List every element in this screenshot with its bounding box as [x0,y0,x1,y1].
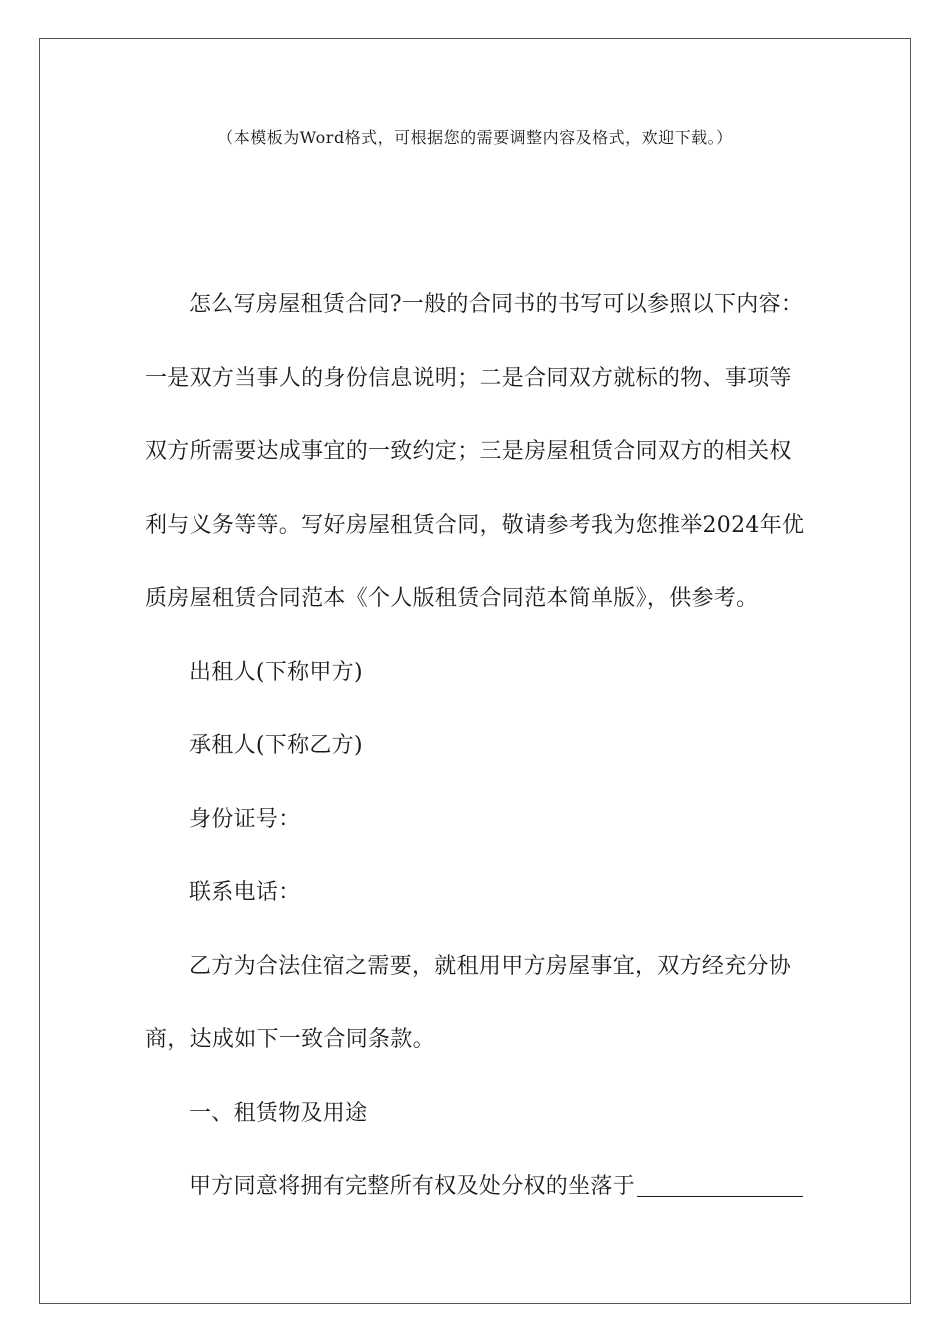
template-note: （本模板为Word格式，可根据您的需要调整内容及格式，欢迎下载。） [217,128,733,147]
intro-line: 一是双方当事人的身份信息说明；二是合同双方就标的物、事项等 [145,365,792,391]
fill-in-blank [637,1174,803,1197]
lessor-label: 出租人(下称甲方) [189,659,363,685]
document-body [145,268,807,1224]
agreement-line: 乙方为合法住宿之需要，就租用甲方房屋事宜，双方经充分协 [189,953,792,979]
intro-paragraph [145,268,807,636]
section-1-paragraph [145,1150,807,1224]
lessee-label: 承租人(下称乙方) [189,733,363,758]
intro-line: 双方所需要达成事宜的一致约定；三是房屋租赁合同双方的相关权 [145,439,792,464]
agreement-paragraph [145,930,807,1077]
phone-label: 联系电话： [189,880,301,905]
agreement-line: 商，达成如下一致合同条款。 [145,1027,435,1052]
intro-line: 怎么写房屋租赁合同?一般的合同书的书写可以参照以下内容： [189,292,804,317]
section-1-title: 一、租赁物及用途 [189,1100,368,1126]
section-1-text: 甲方同意将拥有完整所有权及处分权的坐落于 [189,1174,636,1199]
intro-line: 质房屋租赁合同范本《个人版租赁合同范本简单版》，供参考。 [145,586,759,611]
intro-line: 利与义务等等。写好房屋租赁合同，敬请参考我为您推举2024年优 [145,512,805,538]
id-number-label: 身份证号： [189,806,301,832]
